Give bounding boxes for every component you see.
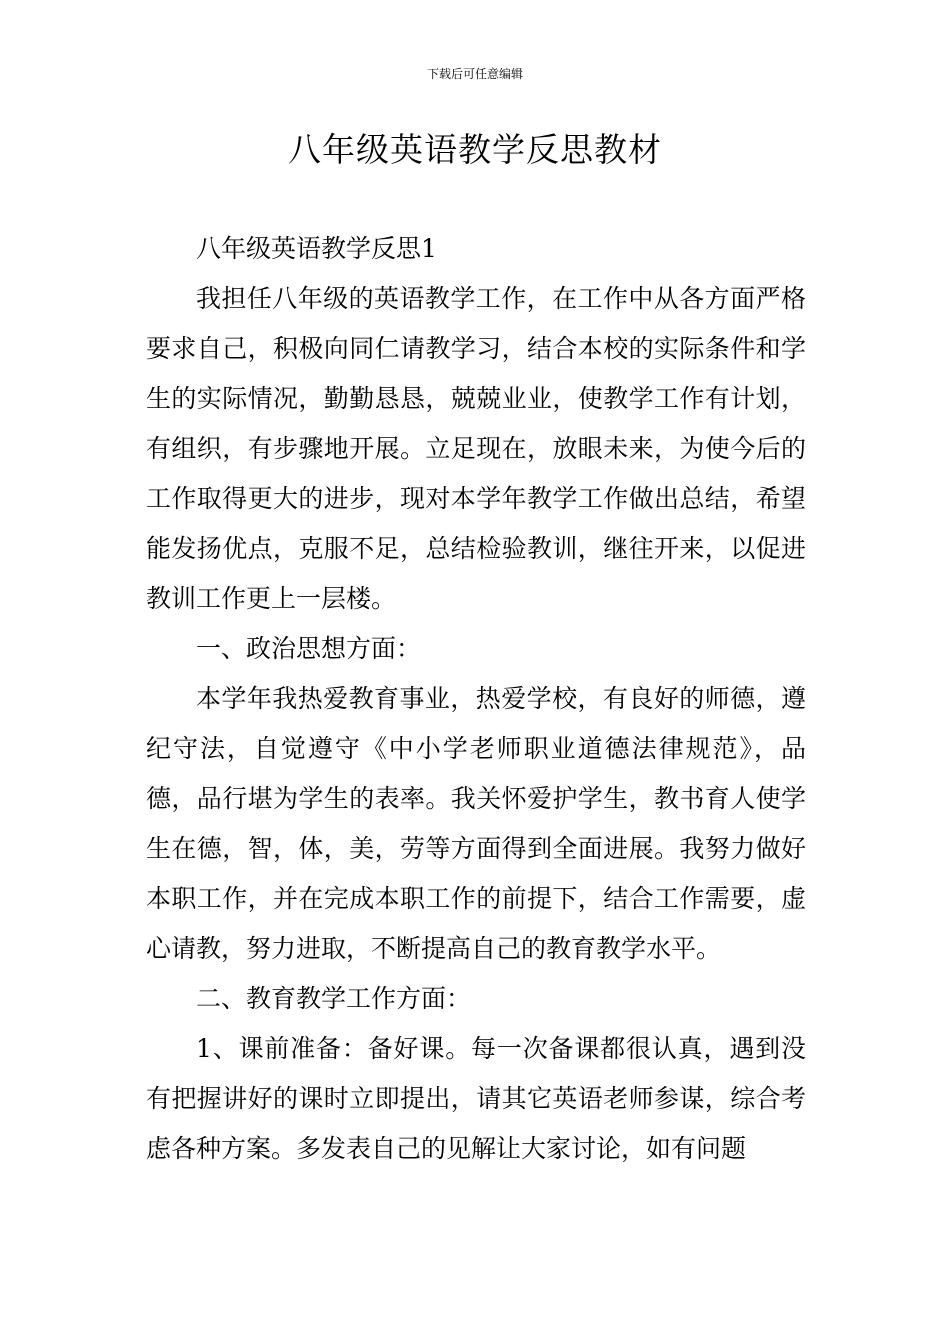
section-heading-teaching: 二、教育教学工作方面： [196,984,472,1013]
section-subtitle: 八年级英语教学反思1 [196,234,437,263]
politics-paragraph: 本学年我热爱教育事业，热爱学校，有良好的师德，遵纪守法，自觉遵守《中小学老师职业道德法律规范》，品德，品行堪为学生的表率。我关怀爱护学生，教书育人使学生在德，智，体，美，劳等方面得到全面进展。我努力做好本职工作，并在完成本职工作的前提下，结合工作需要，虚心请教，努力进取，不断提高自己的教育教学水平。 [146,684,806,963]
intro-paragraph: 我担任八年级的英语教学工作，在工作中从各方面严格要求自己，积极向同仁请教学习，结合本校的实际条件和学生的实际情况，勤勤恳恳，兢兢业业，使教学工作有计划，有组织，有步骤地开展。立足现在，放眼未来，为使今后的工作取得更大的进步，现对本学年教学工作做出总结，希望能发扬优点，克服不足，总结检验教训，继往开来，以促进教训工作更上一层楼。 [146,284,806,613]
teaching-paragraph: 1、课前准备：备好课。每一次备课都很认真，遇到没有把握讲好的课时立即提出，请其它英语老师参谋，综合考虑各种方案。多发表自己的见解让大家讨论，如有问题 [146,1034,806,1163]
document-title: 八年级英语教学反思教材 [288,130,662,169]
header-note: 下载后可任意编辑 [426,67,523,81]
document-body [146,224,806,1174]
section-heading-politics: 一、政治思想方面： [196,634,422,663]
